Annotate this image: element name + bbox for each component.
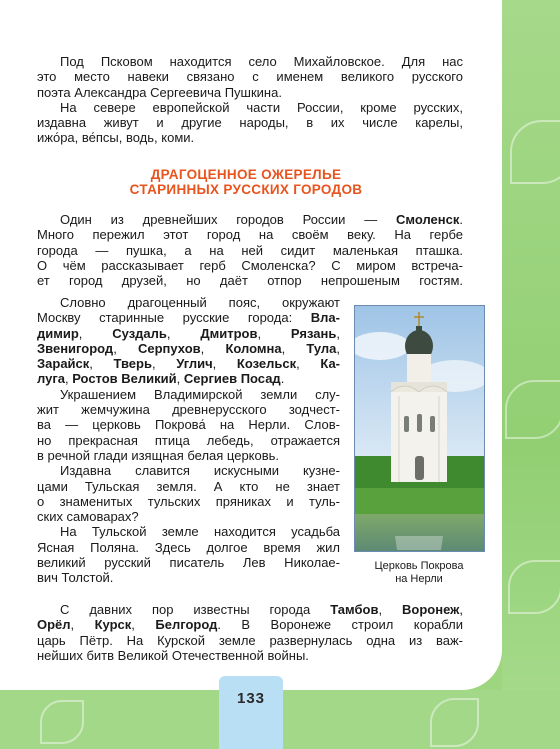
paragraph-north: На севере европейской части России, кроме русских, издавна живут и другие народы, в их числе карелы,	[37, 99, 463, 131]
paragraph-north-end: ижо́ра, ве́псы, водь, коми.	[37, 130, 195, 146]
cities-block	[37, 295, 340, 586]
paragraph-pskov-end: поэта Александра Сергеевича Пушкина.	[37, 84, 282, 100]
paragraph-vladimir: Украшением Владимирской земли слу- жит жемчужина древнерусского зодчест- ва — церковь Покрова́ на Нерли. Слов- но прекрасная птица лебедь, отражается	[37, 386, 340, 448]
background-green-strip	[502, 0, 560, 749]
smolensk-block	[37, 212, 463, 288]
paragraph-tula: Издавна славится искусными кузне- цами Тульская земля. А кто не знает о знаменитых тульских пряниках и туль-	[37, 463, 340, 509]
paragraph-final: С давних пор известны города Тамбов, Воронеж, Орёл, Курск, Белгород. В Воронеже строил корабли царь Пётр. На Курской земле развернулась одна из важ-	[37, 602, 463, 648]
paragraph-cities: Словно драгоценный пояс, окружают Москву старинные русские города: Вла- димир, Суздаль, Дмитров, Рязань, Звенигород, Серпухов, Коломна, Тула, Зарайск, Тверь, Углич, Козельск, Ка-	[37, 295, 341, 372]
intro-block	[37, 54, 463, 146]
leaf-decoration	[510, 120, 560, 184]
leaf-decoration	[40, 700, 84, 744]
paragraph-yasnaya-end: вич Толстой.	[37, 570, 114, 586]
leaf-decoration	[508, 560, 560, 614]
paragraph-tula-end: ских самоварах?	[37, 509, 139, 525]
paragraph-pskov: Под Псковом находится село Михайловское. Для нас это место навеки связано с именем великого русского	[37, 54, 463, 85]
page-number: 133	[236, 690, 266, 707]
city-smolensk: Смоленск	[396, 212, 460, 227]
photo-caption: Церковь Покрова на Нерли	[374, 560, 464, 585]
paragraph-final-end: нейших битв Великой Отечественной войны.	[37, 647, 309, 663]
leaf-decoration	[430, 698, 479, 747]
page-number-tab	[219, 676, 283, 749]
paragraph-yasnaya: На Тульской земле находится усадьба Ясная Поляна. Здесь долгое время жил великий русский писатель Лев Николае-	[37, 524, 340, 571]
church-illustration	[355, 306, 484, 551]
paragraph-vladimir-end: в речной глади изящная белая церковь.	[37, 447, 280, 463]
church-photo	[354, 305, 485, 552]
section-heading: ДРАГОЦЕННОЕ ОЖЕРЕЛЬЕ СТАРИННЫХ РУССКИХ ГОРОДОВ	[129, 167, 363, 197]
leaf-decoration	[505, 380, 560, 439]
paragraph-smolensk: Один из древнейших городов России — Смоленск. Много пережил этот город на своём веку. На гербе города — пушка, а на ней сидит маленькая пташка. О чём рассказывает герб Смоленска? С миром встреча- ет город друзей, но даёт отпор непрошеным гостям.	[37, 212, 463, 289]
final-block	[37, 602, 463, 663]
paragraph-cities-end: луга, Ростов Великий, Сергиев Посад.	[37, 371, 285, 387]
